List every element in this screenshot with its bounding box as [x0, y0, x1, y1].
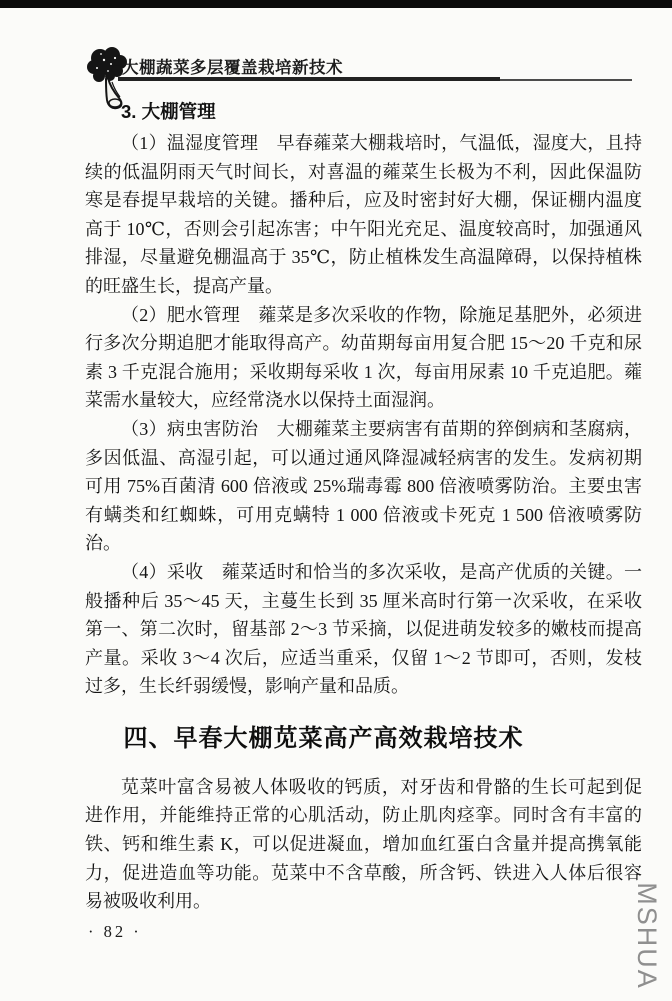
- header-rule-thick: [118, 77, 500, 81]
- running-header: [84, 42, 640, 106]
- paragraph-fertilizer-water: （2）肥水管理 蕹菜是多次采收的作物，除施足基肥外，必须进行多次分期追肥才能取得高产。幼苗期每亩用复合肥 15～20 千克和尿素 3 千克混合施用；采收期每采收 1 次，每亩用尿素 10 千克追肥。蕹菜需水量较大，应经常浇水以保持土面湿润。: [85, 304, 642, 411]
- paragraph-amaranth-intro: 苋菜叶富含易被人体吸收的钙质，对牙齿和骨骼的生长可起到促进作用，并能维持正常的心肌活动，防止肌肉痉挛。同时含有丰富的铁、钙和维生素 K，可以促进凝血，增加血红蛋白含量并提高携氧能力，促进造血等功能。苋菜中不含草酸，所含钙、铁进入人体后很容易被吸收利用。: [85, 776, 642, 912]
- section-3-heading: 3. 大棚管理: [121, 101, 216, 122]
- paragraph-harvest: （4）采收 蕹菜适时和恰当的多次采收，是高产优质的关键。一般播种后 35～45 天，主蔓生长到 35 厘米高时行第一次采收，在采收第一、第二次时，留基部 2～3 节采摘，以促进萌发较多的嫩枝而提高产量。采收 3～4 次后，应适当重采，仅留 1～2 节即可，否则，发枝过多，生长纤弱缓慢，影响产量和品质。: [85, 561, 642, 697]
- paragraph-temp-humidity: （1）温湿度管理 早春蕹菜大棚栽培时，气温低，湿度大，且持续的低温阴雨天气时间长，对喜温的蕹菜生长极为不利，因此保温防寒是春提早栽培的关键。播种后，应及时密封好大棚，保证棚内温度高于 10℃，否则会引起冻害；中午阳光充足、温度较高时，加强通风排湿，尽量避免棚温高于 35℃，防止植株发生高温障碍，以保持植株的旺盛生长，提高产量。: [85, 133, 642, 296]
- page-number: · 82 ·: [88, 922, 142, 941]
- book-title: 大棚蔬菜多层覆盖栽培新技术: [122, 59, 343, 77]
- page-content: [85, 98, 642, 916]
- section-4-heading: 四、早春大棚苋菜高产高效栽培技术: [123, 724, 524, 752]
- watermark-text: MSHUA: [632, 882, 662, 990]
- paragraph-pest-control: （3）病虫害防治 大棚蕹菜主要病害有苗期的猝倒病和茎腐病，多因低温、高湿引起，可以通过通风降湿减轻病害的发生。发病初期可用 75%百菌清 600 倍液或 25%瑞毒霉 800 倍液喷雾防治。主要虫害有螨类和红蜘蛛，可用克螨特 1 000 倍液或卡死克 1 500 倍液喷雾防治。: [85, 418, 642, 554]
- scan-artifact-top-bar: [0, 0, 672, 8]
